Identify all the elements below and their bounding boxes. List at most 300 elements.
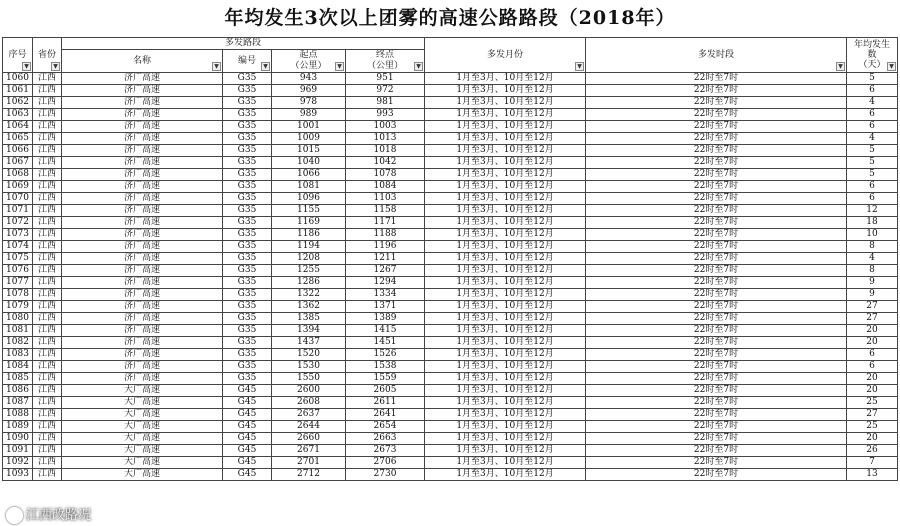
table-row <box>3 385 898 397</box>
table-row <box>3 433 898 445</box>
cell-count: 4 <box>847 133 898 145</box>
cell-hours: 22时至7时 <box>586 325 847 337</box>
table-row <box>3 133 898 145</box>
cell-index: 1082 <box>3 337 33 349</box>
cell-end: 2706 <box>346 457 425 469</box>
cell-count: 6 <box>847 361 898 373</box>
cell-name: 大广高速 <box>62 433 223 445</box>
table-row <box>3 289 898 301</box>
table-row <box>3 253 898 265</box>
cell-count: 26 <box>847 445 898 457</box>
cell-hours: 22时至7时 <box>586 265 847 277</box>
cell-code: G35 <box>223 289 272 301</box>
cell-end: 2663 <box>346 433 425 445</box>
cell-start: 1322 <box>272 289 346 301</box>
cell-name: 济广高速 <box>62 241 223 253</box>
header-hours[interactable]: 多发时段 ▼ <box>586 38 847 73</box>
cell-start: 1520 <box>272 349 346 361</box>
funnel-filter-icon[interactable]: ▼ <box>51 62 60 71</box>
cell-months: 1月至3月、10月至12月 <box>425 241 586 253</box>
dropdown-filter-icon[interactable]: ▼ <box>414 62 423 71</box>
cell-index: 1087 <box>3 397 33 409</box>
cell-start: 2644 <box>272 421 346 433</box>
cell-months: 1月至3月、10月至12月 <box>425 313 586 325</box>
header-segment-group: 多发路段 <box>62 38 425 50</box>
cell-hours: 22时至7时 <box>586 457 847 469</box>
table-row <box>3 277 898 289</box>
cell-hours: 22时至7时 <box>586 397 847 409</box>
cell-name: 济广高速 <box>62 181 223 193</box>
cell-index: 1079 <box>3 301 33 313</box>
cell-code: G45 <box>223 469 272 481</box>
cell-index: 1067 <box>3 157 33 169</box>
cell-count: 9 <box>847 289 898 301</box>
table-row <box>3 265 898 277</box>
table-row <box>3 373 898 385</box>
cell-months: 1月至3月、10月至12月 <box>425 301 586 313</box>
cell-code: G45 <box>223 397 272 409</box>
table-body <box>3 73 898 481</box>
cell-index: 1088 <box>3 409 33 421</box>
table-row <box>3 217 898 229</box>
data-table <box>2 37 898 481</box>
table-row <box>3 469 898 481</box>
cell-name: 济广高速 <box>62 313 223 325</box>
cell-name: 济广高速 <box>62 373 223 385</box>
cell-months: 1月至3月、10月至12月 <box>425 205 586 217</box>
cell-index: 1078 <box>3 289 33 301</box>
header-months[interactable]: 多发月份 ▼ <box>425 38 586 73</box>
header-start[interactable]: 起点 （公里） ▼ <box>272 50 346 73</box>
cell-name: 济广高速 <box>62 121 223 133</box>
cell-name: 大广高速 <box>62 385 223 397</box>
table-row <box>3 193 898 205</box>
cell-end: 2730 <box>346 469 425 481</box>
cell-index: 1073 <box>3 229 33 241</box>
cell-start: 1194 <box>272 241 346 253</box>
cell-hours: 22时至7时 <box>586 181 847 193</box>
cell-end: 1084 <box>346 181 425 193</box>
cell-end: 993 <box>346 109 425 121</box>
cell-count: 6 <box>847 349 898 361</box>
cell-province: 江西 <box>33 229 62 241</box>
cell-end: 981 <box>346 97 425 109</box>
cell-code: G35 <box>223 229 272 241</box>
cell-end: 2605 <box>346 385 425 397</box>
cell-index: 1091 <box>3 445 33 457</box>
cell-months: 1月至3月、10月至12月 <box>425 217 586 229</box>
table-row <box>3 397 898 409</box>
cell-name: 济广高速 <box>62 337 223 349</box>
cell-start: 1169 <box>272 217 346 229</box>
cell-name: 济广高速 <box>62 169 223 181</box>
cell-name: 济广高速 <box>62 73 223 85</box>
cell-name: 济广高速 <box>62 145 223 157</box>
cell-start: 2701 <box>272 457 346 469</box>
cell-count: 4 <box>847 253 898 265</box>
cell-name: 济广高速 <box>62 193 223 205</box>
cell-index: 1069 <box>3 181 33 193</box>
header-end[interactable]: 终点 （公里） ▼ <box>346 50 425 73</box>
cell-start: 1015 <box>272 145 346 157</box>
cell-end: 1042 <box>346 157 425 169</box>
cell-index: 1086 <box>3 385 33 397</box>
cell-index: 1070 <box>3 193 33 205</box>
cell-hours: 22时至7时 <box>586 253 847 265</box>
cell-count: 20 <box>847 385 898 397</box>
cell-name: 济广高速 <box>62 277 223 289</box>
cell-end: 1415 <box>346 325 425 337</box>
cell-start: 1155 <box>272 205 346 217</box>
cell-code: G35 <box>223 133 272 145</box>
dropdown-filter-icon[interactable]: ▼ <box>335 62 344 71</box>
cell-start: 1066 <box>272 169 346 181</box>
cell-months: 1月至3月、10月至12月 <box>425 421 586 433</box>
cell-count: 20 <box>847 373 898 385</box>
cell-name: 济广高速 <box>62 157 223 169</box>
table-row <box>3 409 898 421</box>
cell-end: 1389 <box>346 313 425 325</box>
cell-province: 江西 <box>33 85 62 97</box>
cell-count: 12 <box>847 205 898 217</box>
table-row <box>3 145 898 157</box>
cell-hours: 22时至7时 <box>586 337 847 349</box>
cell-index: 1085 <box>3 373 33 385</box>
dropdown-filter-icon[interactable]: ▼ <box>575 62 584 71</box>
cell-count: 5 <box>847 157 898 169</box>
cell-count: 25 <box>847 397 898 409</box>
cell-hours: 22时至7时 <box>586 121 847 133</box>
cell-code: G35 <box>223 193 272 205</box>
table-row <box>3 325 898 337</box>
cell-code: G35 <box>223 145 272 157</box>
cell-end: 2654 <box>346 421 425 433</box>
cell-count: 5 <box>847 169 898 181</box>
cell-code: G35 <box>223 169 272 181</box>
cell-province: 江西 <box>33 253 62 265</box>
cell-months: 1月至3月、10月至12月 <box>425 373 586 385</box>
cell-hours: 22时至7时 <box>586 469 847 481</box>
cell-start: 1009 <box>272 133 346 145</box>
cell-code: G35 <box>223 121 272 133</box>
cell-end: 1371 <box>346 301 425 313</box>
cell-province: 江西 <box>33 421 62 433</box>
header-name[interactable]: 名称 ▼ <box>62 50 223 73</box>
cell-count: 6 <box>847 121 898 133</box>
cell-count: 6 <box>847 85 898 97</box>
cell-province: 江西 <box>33 289 62 301</box>
table-row <box>3 181 898 193</box>
cell-province: 江西 <box>33 361 62 373</box>
cell-months: 1月至3月、10月至12月 <box>425 289 586 301</box>
cell-months: 1月至3月、10月至12月 <box>425 337 586 349</box>
cell-index: 1083 <box>3 349 33 361</box>
cell-code: G35 <box>223 241 272 253</box>
sheet-title: 年均发生3次以上团雾的高速公路路段（2018年） <box>224 7 676 29</box>
cell-start: 1255 <box>272 265 346 277</box>
cell-code: G35 <box>223 205 272 217</box>
cell-hours: 22时至7时 <box>586 145 847 157</box>
cell-index: 1071 <box>3 205 33 217</box>
cell-months: 1月至3月、10月至12月 <box>425 97 586 109</box>
cell-hours: 22时至7时 <box>586 277 847 289</box>
cell-start: 989 <box>272 109 346 121</box>
cell-start: 1081 <box>272 181 346 193</box>
cell-months: 1月至3月、10月至12月 <box>425 169 586 181</box>
cell-start: 1530 <box>272 361 346 373</box>
cell-province: 江西 <box>33 217 62 229</box>
table-row <box>3 445 898 457</box>
cell-hours: 22时至7时 <box>586 97 847 109</box>
cell-months: 1月至3月、10月至12月 <box>425 145 586 157</box>
cell-province: 江西 <box>33 445 62 457</box>
cell-start: 943 <box>272 73 346 85</box>
cell-code: G35 <box>223 73 272 85</box>
cell-code: G35 <box>223 349 272 361</box>
cell-hours: 22时至7时 <box>586 85 847 97</box>
cell-count: 4 <box>847 97 898 109</box>
cell-province: 江西 <box>33 265 62 277</box>
cell-months: 1月至3月、10月至12月 <box>425 193 586 205</box>
cell-code: G35 <box>223 301 272 313</box>
cell-name: 济广高速 <box>62 265 223 277</box>
cell-count: 13 <box>847 469 898 481</box>
table-row <box>3 85 898 97</box>
cell-start: 1286 <box>272 277 346 289</box>
dropdown-filter-icon[interactable]: ▼ <box>836 62 845 71</box>
cell-months: 1月至3月、10月至12月 <box>425 133 586 145</box>
table-row <box>3 169 898 181</box>
cell-end: 1171 <box>346 217 425 229</box>
cell-hours: 22时至7时 <box>586 133 847 145</box>
cell-code: G45 <box>223 421 272 433</box>
cell-province: 江西 <box>33 193 62 205</box>
cell-province: 江西 <box>33 133 62 145</box>
dropdown-filter-icon[interactable]: ▼ <box>212 62 221 71</box>
cell-province: 江西 <box>33 277 62 289</box>
cell-months: 1月至3月、10月至12月 <box>425 361 586 373</box>
cell-province: 江西 <box>33 301 62 313</box>
cell-index: 1062 <box>3 97 33 109</box>
cell-code: G45 <box>223 445 272 457</box>
cell-months: 1月至3月、10月至12月 <box>425 73 586 85</box>
cell-months: 1月至3月、10月至12月 <box>425 349 586 361</box>
cell-hours: 22时至7时 <box>586 205 847 217</box>
cell-code: G35 <box>223 361 272 373</box>
cell-province: 江西 <box>33 121 62 133</box>
cell-province: 江西 <box>33 157 62 169</box>
cell-code: G35 <box>223 253 272 265</box>
cell-hours: 22时至7时 <box>586 301 847 313</box>
cell-count: 5 <box>847 145 898 157</box>
cell-name: 济广高速 <box>62 205 223 217</box>
cell-province: 江西 <box>33 337 62 349</box>
table-row <box>3 337 898 349</box>
cell-index: 1066 <box>3 145 33 157</box>
cell-count: 8 <box>847 265 898 277</box>
cell-months: 1月至3月、10月至12月 <box>425 397 586 409</box>
cell-start: 1186 <box>272 229 346 241</box>
cell-code: G35 <box>223 85 272 97</box>
cell-code: G35 <box>223 313 272 325</box>
table-row <box>3 241 898 253</box>
cell-start: 1001 <box>272 121 346 133</box>
cell-province: 江西 <box>33 73 62 85</box>
cell-end: 1013 <box>346 133 425 145</box>
cell-start: 1394 <box>272 325 346 337</box>
cell-province: 江西 <box>33 181 62 193</box>
table-row <box>3 73 898 85</box>
cell-name: 济广高速 <box>62 349 223 361</box>
cell-end: 1451 <box>346 337 425 349</box>
cell-index: 1092 <box>3 457 33 469</box>
cell-start: 2637 <box>272 409 346 421</box>
cell-province: 江西 <box>33 313 62 325</box>
cell-name: 济广高速 <box>62 85 223 97</box>
cell-start: 2671 <box>272 445 346 457</box>
cell-months: 1月至3月、10月至12月 <box>425 469 586 481</box>
cell-province: 江西 <box>33 457 62 469</box>
cell-hours: 22时至7时 <box>586 109 847 121</box>
cell-months: 1月至3月、10月至12月 <box>425 253 586 265</box>
dropdown-filter-icon[interactable]: ▼ <box>22 62 31 71</box>
cell-name: 大广高速 <box>62 445 223 457</box>
cell-province: 江西 <box>33 409 62 421</box>
cell-hours: 22时至7时 <box>586 229 847 241</box>
cell-province: 江西 <box>33 205 62 217</box>
cell-end: 1188 <box>346 229 425 241</box>
cell-end: 1538 <box>346 361 425 373</box>
cell-hours: 22时至7时 <box>586 373 847 385</box>
cell-count: 18 <box>847 217 898 229</box>
cell-months: 1月至3月、10月至12月 <box>425 409 586 421</box>
cell-hours: 22时至7时 <box>586 349 847 361</box>
cell-code: G35 <box>223 277 272 289</box>
cell-start: 978 <box>272 97 346 109</box>
cell-months: 1月至3月、10月至12月 <box>425 229 586 241</box>
cell-province: 江西 <box>33 97 62 109</box>
cell-start: 2600 <box>272 385 346 397</box>
cell-hours: 22时至7时 <box>586 217 847 229</box>
cell-hours: 22时至7时 <box>586 385 847 397</box>
cell-province: 江西 <box>33 325 62 337</box>
cell-months: 1月至3月、10月至12月 <box>425 181 586 193</box>
cell-province: 江西 <box>33 373 62 385</box>
cell-hours: 22时至7时 <box>586 241 847 253</box>
cell-name: 济广高速 <box>62 289 223 301</box>
table-row <box>3 229 898 241</box>
cell-code: G35 <box>223 109 272 121</box>
cell-months: 1月至3月、10月至12月 <box>425 121 586 133</box>
cell-start: 1040 <box>272 157 346 169</box>
header-province[interactable]: 省份 ▼ <box>33 38 62 73</box>
cell-end: 1559 <box>346 373 425 385</box>
cell-hours: 22时至7时 <box>586 313 847 325</box>
cell-name: 大广高速 <box>62 397 223 409</box>
cell-count: 20 <box>847 325 898 337</box>
cell-start: 1362 <box>272 301 346 313</box>
cell-index: 1072 <box>3 217 33 229</box>
cell-province: 江西 <box>33 385 62 397</box>
table-row <box>3 457 898 469</box>
cell-code: G45 <box>223 385 272 397</box>
cell-count: 27 <box>847 409 898 421</box>
cell-start: 1208 <box>272 253 346 265</box>
cell-months: 1月至3月、10月至12月 <box>425 85 586 97</box>
cell-code: G35 <box>223 265 272 277</box>
cell-index: 1076 <box>3 265 33 277</box>
cell-count: 5 <box>847 73 898 85</box>
cell-hours: 22时至7时 <box>586 193 847 205</box>
header-index[interactable]: 序号 ▼ <box>3 38 33 73</box>
cell-end: 1294 <box>346 277 425 289</box>
cell-end: 951 <box>346 73 425 85</box>
dropdown-filter-icon[interactable]: ▼ <box>261 62 270 71</box>
cell-end: 1526 <box>346 349 425 361</box>
cell-code: G35 <box>223 157 272 169</box>
cell-count: 6 <box>847 109 898 121</box>
table-row <box>3 109 898 121</box>
table-row <box>3 313 898 325</box>
cell-name: 济广高速 <box>62 109 223 121</box>
cell-start: 2608 <box>272 397 346 409</box>
dropdown-filter-icon[interactable]: ▼ <box>887 62 896 71</box>
header-count[interactable]: 年均发生 数 （天） ▼ <box>847 38 898 73</box>
cell-name: 济广高速 <box>62 229 223 241</box>
cell-index: 1089 <box>3 421 33 433</box>
cell-end: 972 <box>346 85 425 97</box>
cell-name: 济广高速 <box>62 325 223 337</box>
cell-start: 1096 <box>272 193 346 205</box>
cell-name: 济广高速 <box>62 97 223 109</box>
cell-count: 8 <box>847 241 898 253</box>
cell-name: 大广高速 <box>62 457 223 469</box>
cell-start: 1385 <box>272 313 346 325</box>
cell-province: 江西 <box>33 433 62 445</box>
cell-code: G35 <box>223 325 272 337</box>
cell-hours: 22时至7时 <box>586 409 847 421</box>
cell-province: 江西 <box>33 241 62 253</box>
table-row <box>3 361 898 373</box>
cell-index: 1061 <box>3 85 33 97</box>
cell-hours: 22时至7时 <box>586 289 847 301</box>
cell-start: 1550 <box>272 373 346 385</box>
cell-count: 20 <box>847 433 898 445</box>
cell-count: 27 <box>847 301 898 313</box>
cell-code: G45 <box>223 433 272 445</box>
header-code[interactable]: 编号 ▼ <box>223 50 272 73</box>
cell-index: 1081 <box>3 325 33 337</box>
cell-index: 1063 <box>3 109 33 121</box>
cell-start: 969 <box>272 85 346 97</box>
cell-code: G35 <box>223 217 272 229</box>
cell-months: 1月至3月、10月至12月 <box>425 157 586 169</box>
cell-count: 25 <box>847 421 898 433</box>
cell-end: 1196 <box>346 241 425 253</box>
cell-months: 1月至3月、10月至12月 <box>425 457 586 469</box>
cell-end: 1334 <box>346 289 425 301</box>
cell-name: 大广高速 <box>62 409 223 421</box>
cell-name: 济广高速 <box>62 133 223 145</box>
cell-code: G45 <box>223 457 272 469</box>
cell-months: 1月至3月、10月至12月 <box>425 277 586 289</box>
table-row <box>3 97 898 109</box>
cell-end: 1003 <box>346 121 425 133</box>
cell-index: 1065 <box>3 133 33 145</box>
cell-start: 2712 <box>272 469 346 481</box>
cell-end: 2641 <box>346 409 425 421</box>
cell-province: 江西 <box>33 349 62 361</box>
